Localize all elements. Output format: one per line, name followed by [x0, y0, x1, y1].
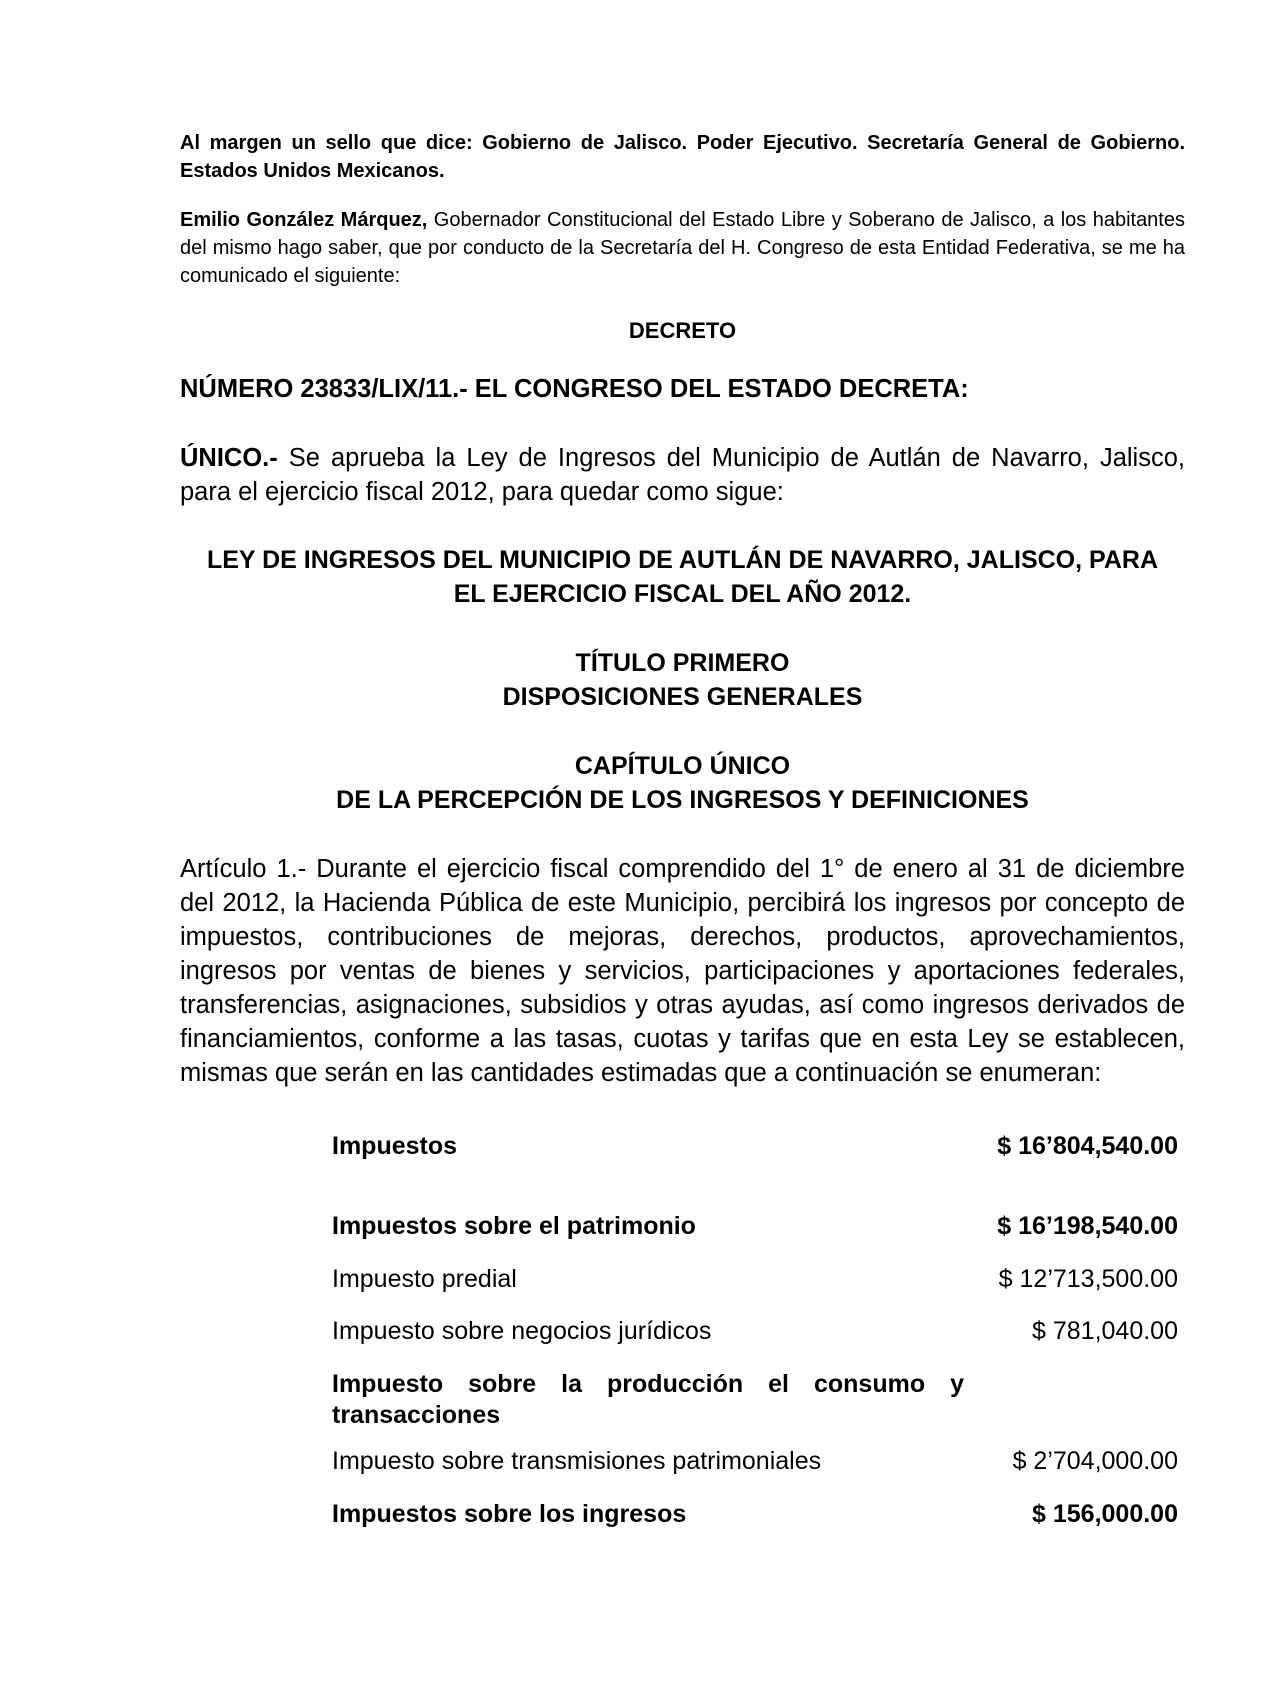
income-label: Impuesto predial — [332, 1265, 517, 1293]
income-amount: $ 16’804,540.00 — [997, 1132, 1178, 1160]
income-label: Impuesto sobre negocios jurídicos — [332, 1317, 712, 1345]
law-title-line-2: EL EJERCICIO FISCAL DEL AÑO 2012. — [453, 580, 912, 608]
decree-title: DECRETO — [628, 318, 737, 343]
titulo-line-2: DISPOSICIONES GENERALES — [502, 683, 863, 711]
unico-label: ÚNICO.- — [180, 444, 278, 472]
intro-paragraph — [180, 206, 1185, 290]
income-amount: $ 2’704,000.00 — [1012, 1447, 1178, 1475]
governor-name: Emilio González Márquez, — [180, 209, 428, 231]
income-amount: $ 781,040.00 — [1032, 1317, 1178, 1345]
unico-paragraph — [180, 441, 1185, 509]
income-amount: $ 16’198,540.00 — [997, 1212, 1178, 1240]
income-row-produccion: Impuesto sobre la producción el consumo y transacciones — [332, 1370, 964, 1429]
income-label: Impuestos sobre el patrimonio — [332, 1212, 696, 1240]
income-label: Impuesto sobre transmisiones patrimoniales — [332, 1447, 822, 1475]
income-row-transmisiones — [332, 1444, 1178, 1478]
income-row-patrimonio — [332, 1209, 1178, 1243]
decree-number: NÚMERO 23833/LIX/11.- EL CONGRESO DEL ESTADO DECRETA: — [180, 375, 969, 403]
income-row-impuestos — [332, 1129, 1178, 1163]
income-amount: $ 12’713,500.00 — [998, 1265, 1178, 1293]
stamp-note: Al margen un sello que dice: Gobierno de Jalisco. Poder Ejecutivo. Secretaría General de Gobierno. Estados Unidos Mexicanos. — [180, 132, 1185, 182]
income-label: Impuestos — [332, 1132, 458, 1160]
capitulo-line-2: DE LA PERCEPCIÓN DE LOS INGRESOS Y DEFINICIONES — [336, 786, 1029, 814]
income-label: Impuestos sobre los ingresos — [332, 1500, 687, 1528]
law-title-line-1: LEY DE INGRESOS DEL MUNICIPIO DE AUTLÁN DE NAVARRO, JALISCO, PARA — [206, 546, 1158, 574]
titulo-line-1: TÍTULO PRIMERO — [575, 649, 790, 677]
article-1: Artículo 1.- Durante el ejercicio fiscal comprendido del 1° de enero al 31 de diciembre del 2012, la Hacienda Pública de este Municipio, percibirá los ingresos por concepto de impuestos, contribuciones de mejoras, derechos, productos, aprovechamientos, ingresos por ventas de bienes y servicios, participaciones y aportaciones federales, transferencias, asignaciones, subsidios y otras ayudas, así como ingresos derivados de financiamientos, conforme a las tasas, cuotas y tarifas que en esta Ley se establecen, mismas que serán en las cantidades estimadas que a continuación se enumeran: — [180, 855, 1185, 1087]
income-row-negocios — [332, 1314, 1178, 1348]
capitulo-line-1: CAPÍTULO ÚNICO — [574, 752, 791, 780]
income-row-ingresos — [332, 1497, 1178, 1531]
income-amount: $ 156,000.00 — [1032, 1500, 1178, 1528]
unico-text: Se aprueba la Ley de Ingresos del Municipio de Autlán de Navarro, Jalisco, para el ejercicio fiscal 2012, para quedar como sigue: — [180, 444, 1185, 506]
intro-text: Gobernador Constitucional del Estado Libre y Soberano de Jalisco, a los habitantes del mismo hago saber, que por conducto de la Secretaría del H. Congreso de esta Entidad Federativa, se me ha comunicado el siguiente: — [180, 209, 1185, 287]
income-row-predial — [332, 1262, 1178, 1296]
